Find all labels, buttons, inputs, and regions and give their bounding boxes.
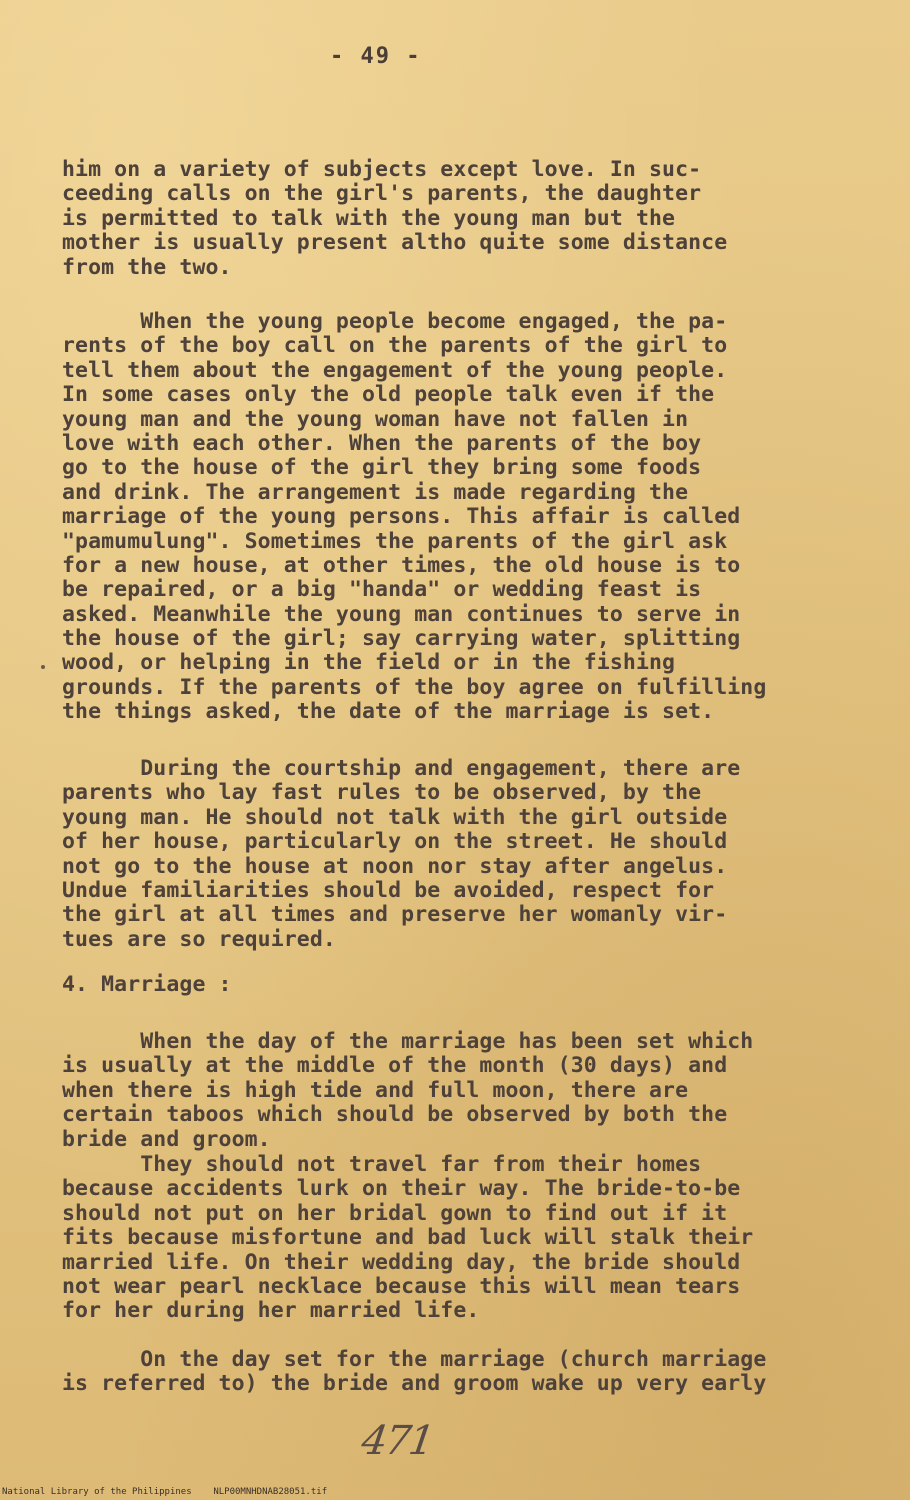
text-line: rents of the boy call on the parents of the girl to <box>62 333 728 359</box>
text-line: is referred to) the bride and groom wake up very early <box>62 1371 767 1397</box>
text-line: They should not travel far from their homes <box>62 1152 702 1177</box>
text-line: the girl at all times and preserve her womanly vir- <box>62 902 728 928</box>
text-line: When the young people become engaged, the pa- <box>62 309 728 334</box>
text-line: In some cases only the old people talk even if the <box>62 382 715 408</box>
text-line: should not put on her bridal gown to find out if it <box>62 1200 728 1226</box>
text-line: from the two. <box>62 254 232 280</box>
text-line: When the day of the marriage has been set which <box>62 1029 754 1054</box>
paragraph-6 <box>62 1348 862 1397</box>
text-line: grounds. If the parents of the boy agree on fulfilling <box>62 674 767 700</box>
text-line: mother is usually present altho quite some distance <box>62 230 728 256</box>
text-line: certain taboos which should be observed by both the <box>62 1102 728 1128</box>
text-line: 4. Marriage : <box>62 972 232 997</box>
text-line: On the day set for the marriage (church marriage <box>62 1347 767 1372</box>
text-line: "pamumulung". Sometimes the parents of the girl ask <box>62 528 728 554</box>
text-line: fits because misfortune and bad luck will stalk their <box>62 1225 754 1251</box>
text-line: because accidents lurk on their way. The bride-to-be <box>62 1176 741 1202</box>
text-line: wood, or helping in the field or in the fishing <box>62 650 676 676</box>
text-line: marriage of the young persons. This affair is called <box>62 504 741 530</box>
handwritten-page-number: 471 <box>358 1418 436 1464</box>
text-line: married life. On their wedding day, the bride should <box>62 1249 741 1275</box>
text-line: is usually at the middle of the month (30 days) and <box>62 1053 728 1079</box>
archive-footer: National Library of the Philippines NLP00MNHDNAB28051.tif <box>2 1487 328 1497</box>
text-line: ceeding calls on the girl's parents, the daughter <box>62 181 702 207</box>
text-line: the house of the girl; say carrying water, splitting <box>62 626 741 652</box>
text-line: young man. He should not talk with the girl outside <box>62 804 728 830</box>
paragraph-2 <box>62 310 862 725</box>
text-line: him on a variety of subjects except love. In suc- <box>62 157 702 182</box>
text-line: when there is high tide and full moon, there are <box>62 1077 689 1103</box>
section-heading <box>62 973 862 997</box>
paragraph-4 <box>62 1030 862 1152</box>
paragraph-5 <box>62 1153 862 1324</box>
paragraph-1 <box>62 158 862 280</box>
text-line: parents who lay fast rules to be observed, by the <box>62 780 702 806</box>
text-line: tues are so required. <box>62 926 336 952</box>
text-line: and drink. The arrangement is made regarding the <box>62 479 689 505</box>
text-line: asked. Meanwhile the young man continues to serve in <box>62 601 741 627</box>
text-line: be repaired, or a big "handa" or wedding feast is <box>62 577 702 603</box>
text-line: not wear pearl necklace because this will mean tears <box>62 1273 741 1299</box>
text-line: love with each other. When the parents of the boy <box>62 430 702 456</box>
text-line: is permitted to talk with the young man but the <box>62 205 676 231</box>
text-line: for her during her married life. <box>62 1298 480 1324</box>
text-line: bride and groom. <box>62 1126 271 1152</box>
text-line: young man and the young woman have not fallen in <box>62 406 689 432</box>
text-line: tell them about the engagement of the young people. <box>62 357 728 383</box>
text-line: for a new house, at other times, the old house is to <box>62 552 741 578</box>
text-line: Undue familiarities should be avoided, respect for <box>62 877 715 903</box>
paragraph-3 <box>62 757 862 952</box>
text-line: During the courtship and engagement, there are <box>62 756 741 781</box>
page-number: - 49 - <box>330 44 422 69</box>
margin-mark <box>41 665 45 669</box>
text-line: of her house, particularly on the street. He should <box>62 829 728 855</box>
text-line: the things asked, the date of the marriage is set. <box>62 699 715 725</box>
text-line: not go to the house at noon nor stay after angelus. <box>62 853 728 879</box>
text-line: go to the house of the girl they bring some foods <box>62 455 702 481</box>
